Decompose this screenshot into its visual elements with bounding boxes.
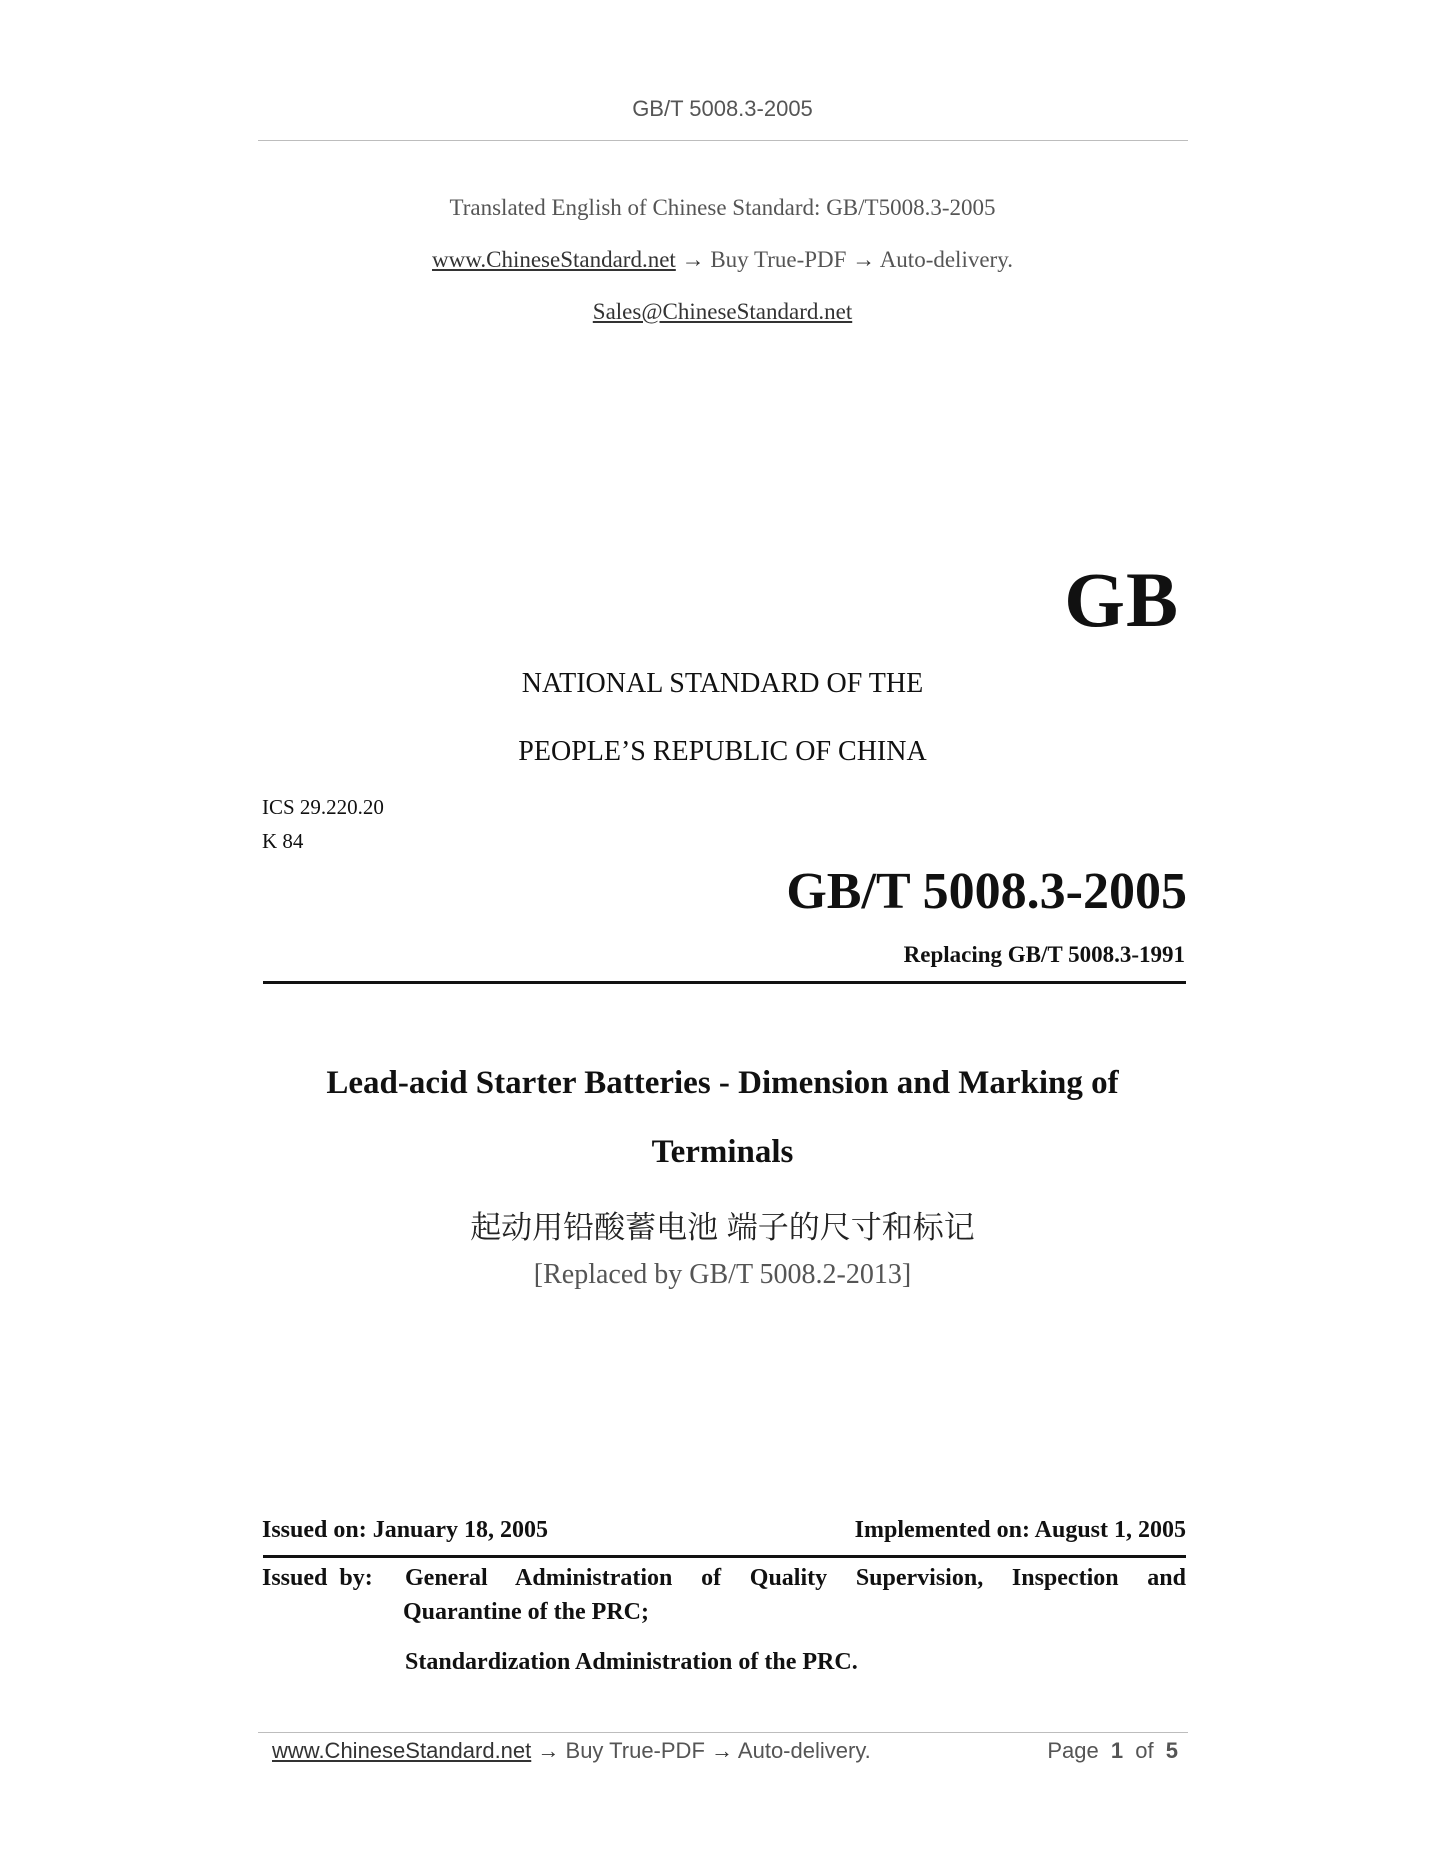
title-divider (263, 981, 1186, 984)
replacing-note: Replacing GB/T 5008.3-1991 (903, 942, 1185, 967)
issued-by-line3: Standardization Administration of the PRC. (405, 1649, 858, 1675)
arrow-right-icon: → (711, 1738, 734, 1763)
footer-auto-text: Auto-delivery. (737, 1738, 871, 1763)
national-standard-line1: NATIONAL STANDARD OF THE (521, 668, 924, 699)
issued-by-line1: General Administration of Quality Supervision, Inspection and (405, 1565, 1186, 1591)
page-current: 1 (1110, 1738, 1124, 1763)
national-standard-line2: PEOPLE’S REPUBLIC OF CHINA (518, 736, 927, 767)
page-indicator (1047, 1738, 1178, 1764)
buy-true-pdf-text: Buy True-PDF (710, 247, 847, 272)
email-line (0, 299, 1445, 325)
footer-purchase-line (272, 1738, 871, 1764)
footer-buy-text: Buy True-PDF (565, 1738, 705, 1763)
k-code: K 84 (262, 829, 304, 853)
issued-on: Issued on: January 18, 2005 (262, 1517, 549, 1543)
site-link[interactable]: www.ChineseStandard.net (432, 247, 676, 272)
issue-divider (263, 1555, 1186, 1558)
purchase-line (0, 247, 1445, 273)
title-chinese: 起动用铅酸蓄电池 端子的尺寸和标记 (470, 1210, 975, 1245)
title-line1: Lead-acid Starter Batteries - Dimension and Marking of (326, 1065, 1119, 1101)
header-doc-code: GB/T 5008.3-2005 (632, 96, 813, 121)
arrow-right-icon: → (681, 247, 705, 272)
footer-divider (258, 1732, 1188, 1733)
gb-mark: GB (1064, 556, 1179, 643)
implemented-on: Implemented on: August 1, 2005 (854, 1517, 1186, 1543)
arrow-right-icon: → (852, 247, 876, 272)
of-label: of (1135, 1738, 1154, 1763)
replaced-by-note: [Replaced by GB/T 5008.2-2013] (533, 1259, 912, 1290)
issued-by-label: Issued by: (262, 1565, 373, 1591)
header-divider (258, 140, 1188, 141)
footer-site-link[interactable]: www.ChineseStandard.net (272, 1738, 532, 1763)
auto-delivery-text: Auto-delivery. (879, 247, 1013, 272)
page-label: Page (1047, 1738, 1099, 1763)
issued-by-line2: Quarantine of the PRC; (403, 1599, 649, 1625)
page-total: 5 (1165, 1738, 1178, 1763)
title-line2: Terminals (651, 1134, 794, 1170)
translated-line: Translated English of Chinese Standard: GB/T5008.3-2005 (449, 195, 996, 220)
arrow-right-icon: → (537, 1738, 560, 1763)
sales-email-link[interactable]: Sales@ChineseStandard.net (592, 299, 853, 324)
ics-code: ICS 29.220.20 (262, 795, 384, 819)
standard-number: GB/T 5008.3-2005 (786, 863, 1187, 920)
running-header (0, 96, 1445, 122)
